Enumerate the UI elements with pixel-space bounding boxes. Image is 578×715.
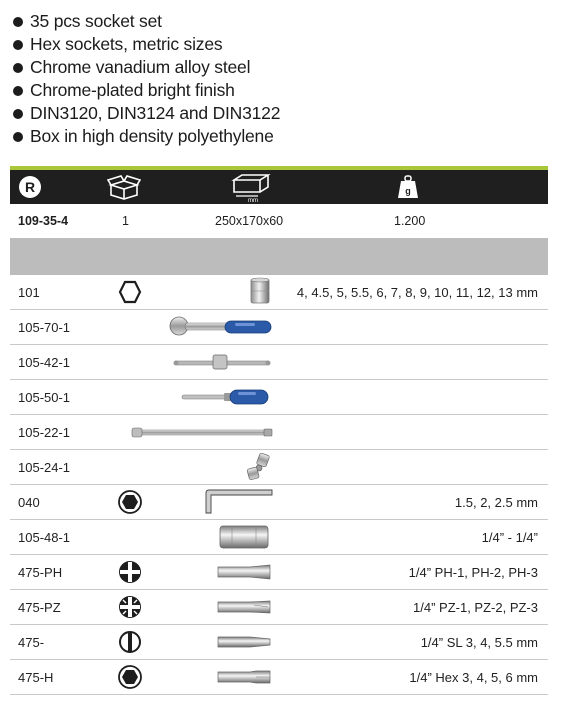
table-row xyxy=(10,380,548,415)
bit-picture xyxy=(216,592,272,622)
feature-text: Chrome-plated bright finish xyxy=(30,80,235,100)
table-row xyxy=(10,415,548,450)
feature-text: 35 pcs socket set xyxy=(30,11,162,31)
table-row xyxy=(10,345,548,380)
svg-text:R: R xyxy=(24,179,36,195)
table-row xyxy=(10,310,548,345)
item-description: 1/4” SL 3, 4, 5.5 mm xyxy=(420,635,538,650)
feature-text: Hex sockets, metric sizes xyxy=(30,34,223,54)
table-row xyxy=(10,275,548,310)
hex-filled-icon xyxy=(118,665,142,689)
item-code: 475-PZ xyxy=(18,600,61,615)
item-description: 1/4” PH-1, PH-2, PH-3 xyxy=(408,565,538,580)
item-code: 105-48-1 xyxy=(18,530,71,545)
bullet-icon xyxy=(13,40,23,50)
socket-picture xyxy=(248,277,272,307)
hexagon-outline-icon xyxy=(118,280,142,304)
spec-quantity: 1 xyxy=(122,214,129,228)
t-bar-picture xyxy=(173,347,273,377)
table-row xyxy=(10,450,548,485)
spec-row xyxy=(10,204,548,238)
bit-adapter-picture xyxy=(218,522,270,552)
feature-list xyxy=(12,10,280,148)
svg-text:mm: mm xyxy=(248,198,258,202)
item-code: 105-70-1 xyxy=(18,320,71,335)
feature-item xyxy=(12,33,280,56)
item-code: 105-22-1 xyxy=(18,425,71,440)
item-code: 105-50-1 xyxy=(18,390,71,405)
item-description: 1.5, 2, 2.5 mm xyxy=(454,495,538,510)
quantity-box-icon xyxy=(107,174,141,200)
extension-bar-picture xyxy=(130,417,275,447)
phillips-icon xyxy=(118,560,142,584)
bullet-icon xyxy=(13,17,23,27)
bullet-icon xyxy=(13,132,23,142)
spec-header-bar xyxy=(10,170,548,204)
hex-key-picture xyxy=(202,487,276,517)
section-band xyxy=(10,238,548,275)
bit-picture xyxy=(216,662,272,692)
feature-item xyxy=(12,79,280,102)
universal-joint-picture xyxy=(244,452,274,482)
item-code: 105-24-1 xyxy=(18,460,71,475)
reference-icon xyxy=(18,175,42,199)
item-description: 1/4” Hex 3, 4, 5, 6 mm xyxy=(409,670,538,685)
feature-item xyxy=(12,10,280,33)
feature-item xyxy=(12,56,280,79)
bullet-icon xyxy=(13,63,23,73)
svg-text:g: g xyxy=(405,186,411,196)
feature-text: DIN3120, DIN3124 and DIN3122 xyxy=(30,103,281,123)
item-code: 101 xyxy=(18,285,40,300)
spec-code: 109-35-4 xyxy=(18,214,69,228)
item-code: 475- xyxy=(18,635,45,650)
table-row xyxy=(10,555,548,590)
table-row xyxy=(10,660,548,695)
item-description: 4, 4.5, 5, 5.5, 6, 7, 8, 9, 10, 11, 12, 13 mm xyxy=(296,285,538,300)
item-description: 1/4” PZ-1, PZ-2, PZ-3 xyxy=(413,600,538,615)
item-code: 040 xyxy=(18,495,40,510)
ratchet-picture xyxy=(165,312,275,342)
table-row xyxy=(10,520,548,555)
slotted-icon xyxy=(118,630,142,654)
spec-weight: 1.200 xyxy=(394,214,426,228)
feature-item xyxy=(12,102,280,125)
hexagon-filled-icon xyxy=(118,490,142,514)
bullet-icon xyxy=(13,86,23,96)
pozidriv-icon xyxy=(118,595,142,619)
item-code: 475-H xyxy=(18,670,54,685)
feature-text: Box in high density polyethylene xyxy=(30,126,274,146)
bit-picture xyxy=(216,557,272,587)
contents-table xyxy=(10,275,548,695)
item-description: 1/4” - 1/4” xyxy=(481,530,538,545)
spec-dimensions: 250x170x60 xyxy=(215,214,284,228)
table-row xyxy=(10,590,548,625)
bullet-icon xyxy=(13,109,23,119)
feature-text: Chrome vanadium alloy steel xyxy=(30,57,251,77)
item-code: 105-42-1 xyxy=(18,355,71,370)
bit-picture xyxy=(216,627,272,657)
table-row xyxy=(10,485,548,520)
spinner-handle-picture xyxy=(180,382,272,412)
dimensions-box-icon xyxy=(228,172,274,202)
table-row xyxy=(10,625,548,660)
weight-icon xyxy=(397,175,419,199)
feature-item xyxy=(12,125,280,148)
item-code: 475-PH xyxy=(18,565,63,580)
